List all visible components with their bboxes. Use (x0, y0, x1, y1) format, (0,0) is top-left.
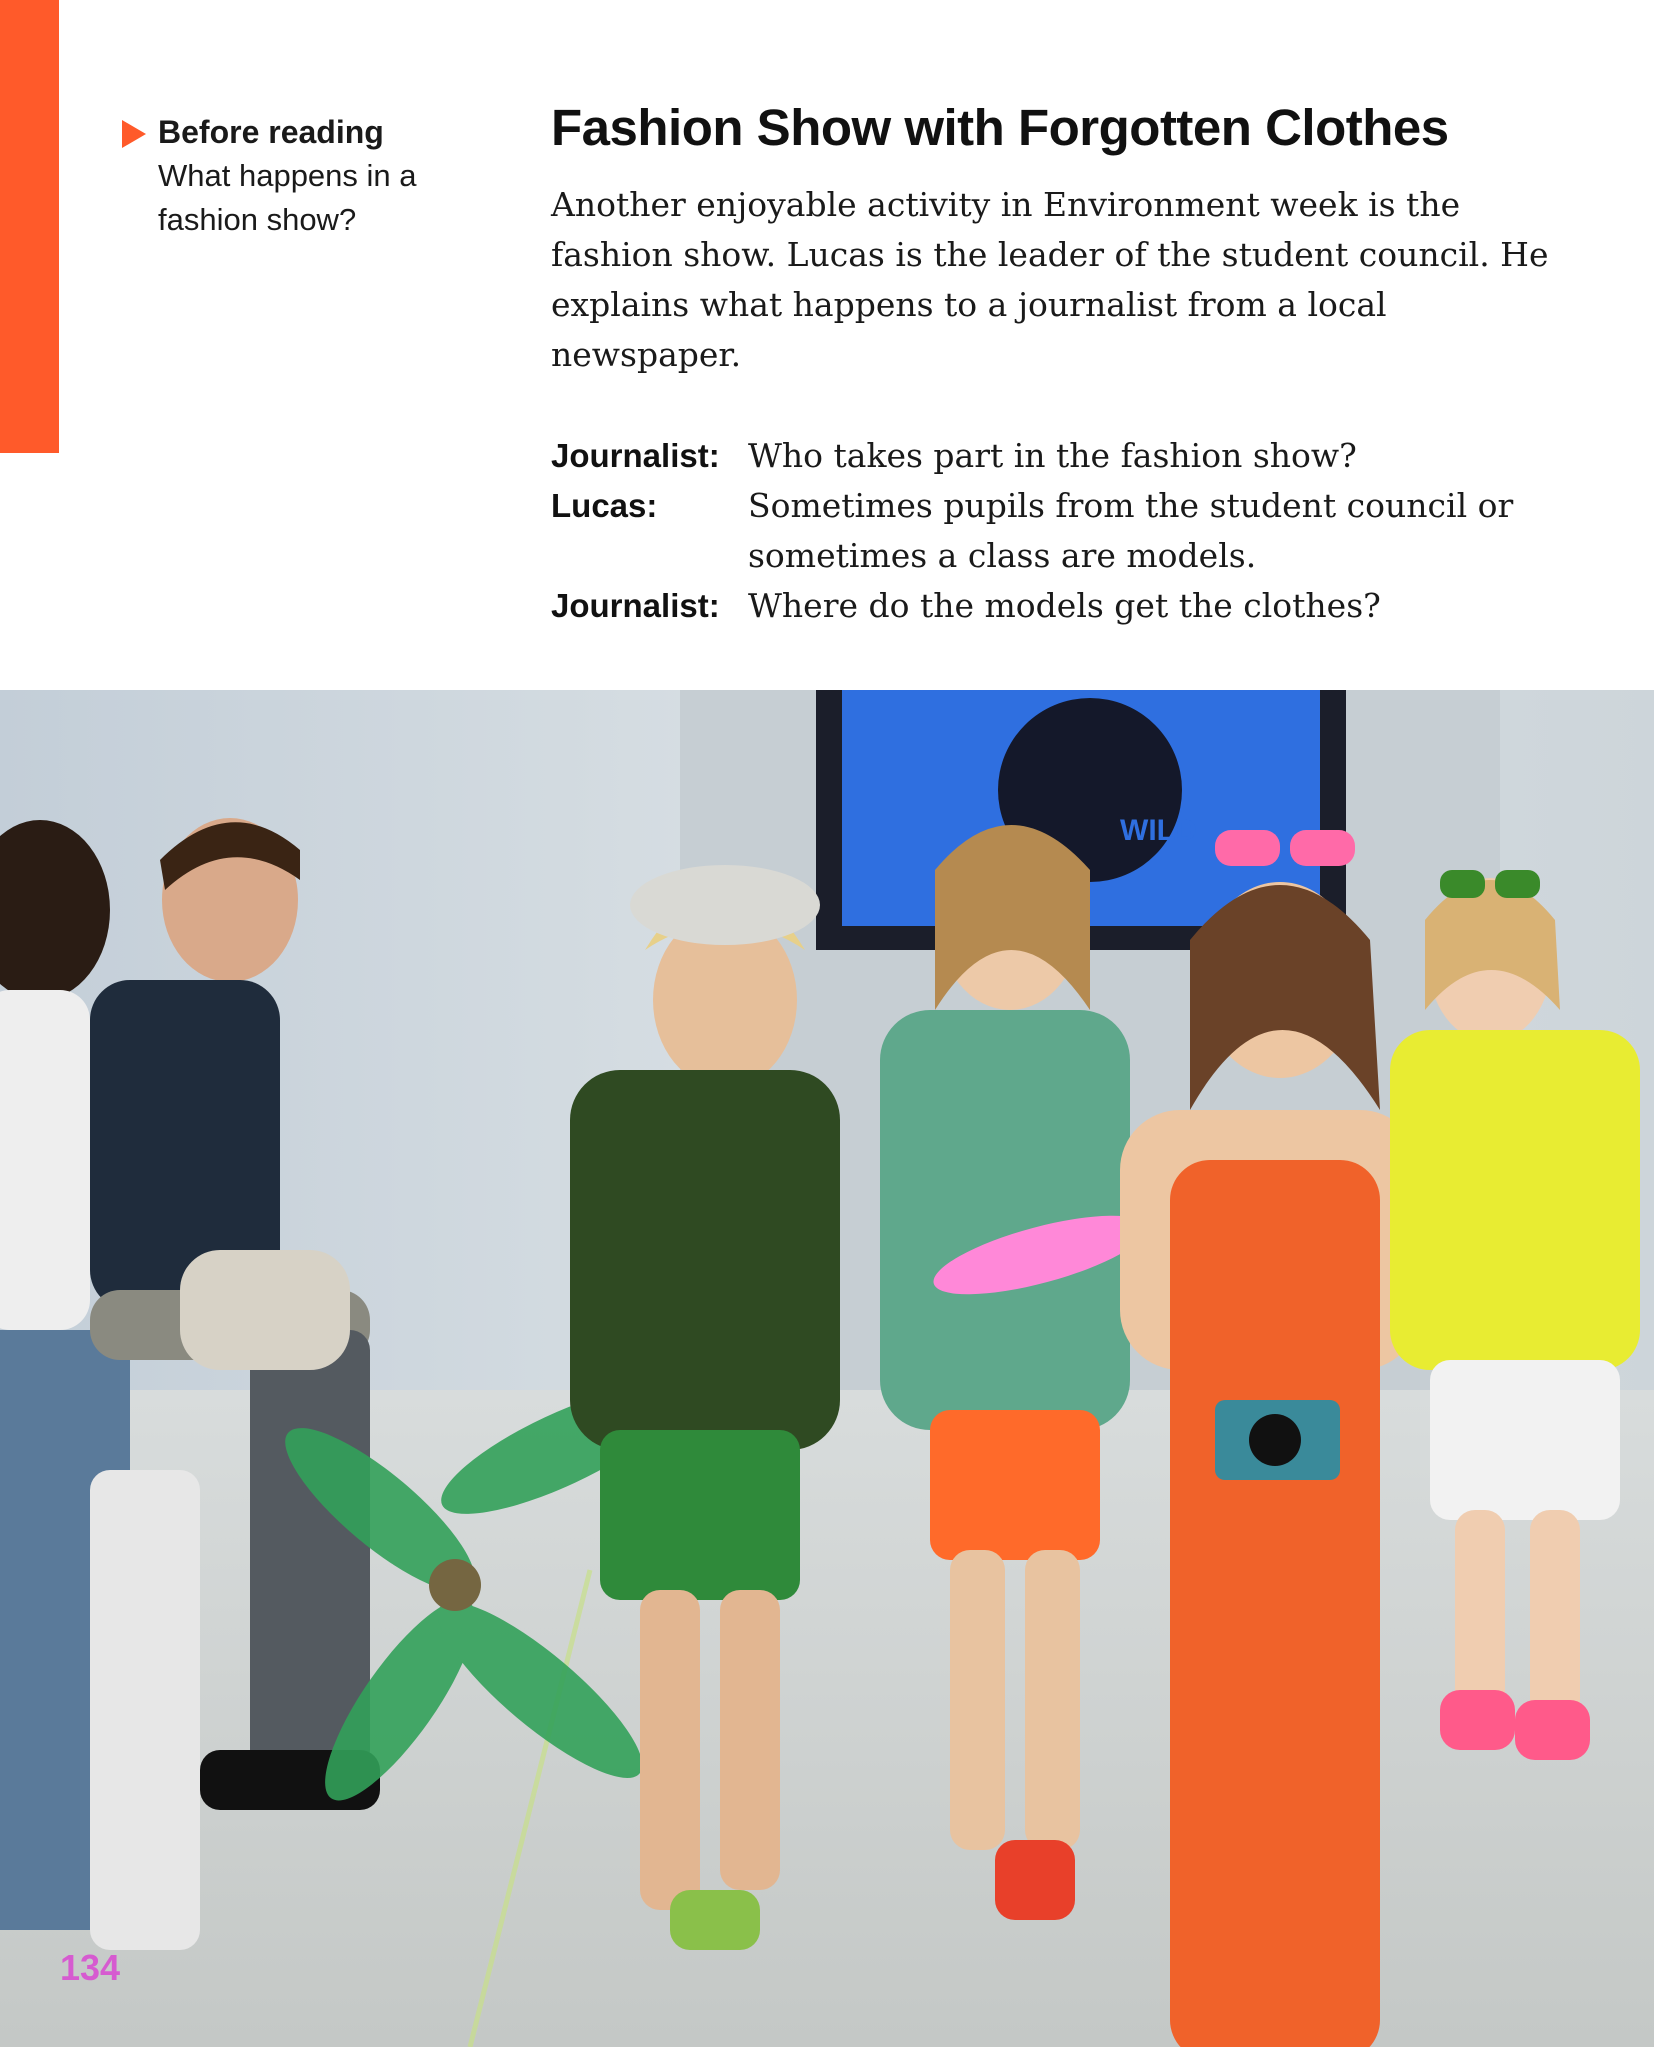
before-reading-box (120, 110, 450, 242)
dialogue-line (551, 481, 1551, 581)
before-reading-question-line1: What happens in a (158, 158, 417, 193)
before-reading-question-line2: fashion show? (158, 202, 357, 237)
before-reading-heading: Before reading (158, 114, 384, 150)
dialogue-text: Where do the models get the clothes? (748, 586, 1381, 625)
dialogue-speaker: Journalist: (551, 587, 720, 624)
dialogue-speaker: Journalist: (551, 437, 720, 474)
dialogue-text: Who takes part in the fashion show? (748, 436, 1357, 475)
fashion-show-photo (0, 690, 1654, 2047)
dialogue-speaker: Lucas: (551, 487, 658, 524)
page-number: 134 (60, 1947, 121, 1988)
dialogue-line (551, 581, 1551, 631)
screen-logo-text: WILD (1120, 814, 1197, 847)
fashion-show-illustration (0, 690, 1654, 2047)
dialogue-text: Sometimes pupils from the student council or sometimes a class are models. (748, 486, 1514, 575)
dialogue-line (551, 431, 1551, 481)
article-title: Fashion Show with Forgotten Clothes (551, 99, 1449, 156)
dialogue (551, 431, 1551, 631)
triangle-bullet-icon (122, 120, 146, 148)
intro-paragraph: Another enjoyable activity in Environment week is the fashion show. Lucas is the leader of the student council. He explains what happens to a journalist from a local newspaper. (551, 185, 1549, 374)
orange-side-bar (0, 0, 59, 453)
runway-floor (0, 1390, 1654, 2047)
